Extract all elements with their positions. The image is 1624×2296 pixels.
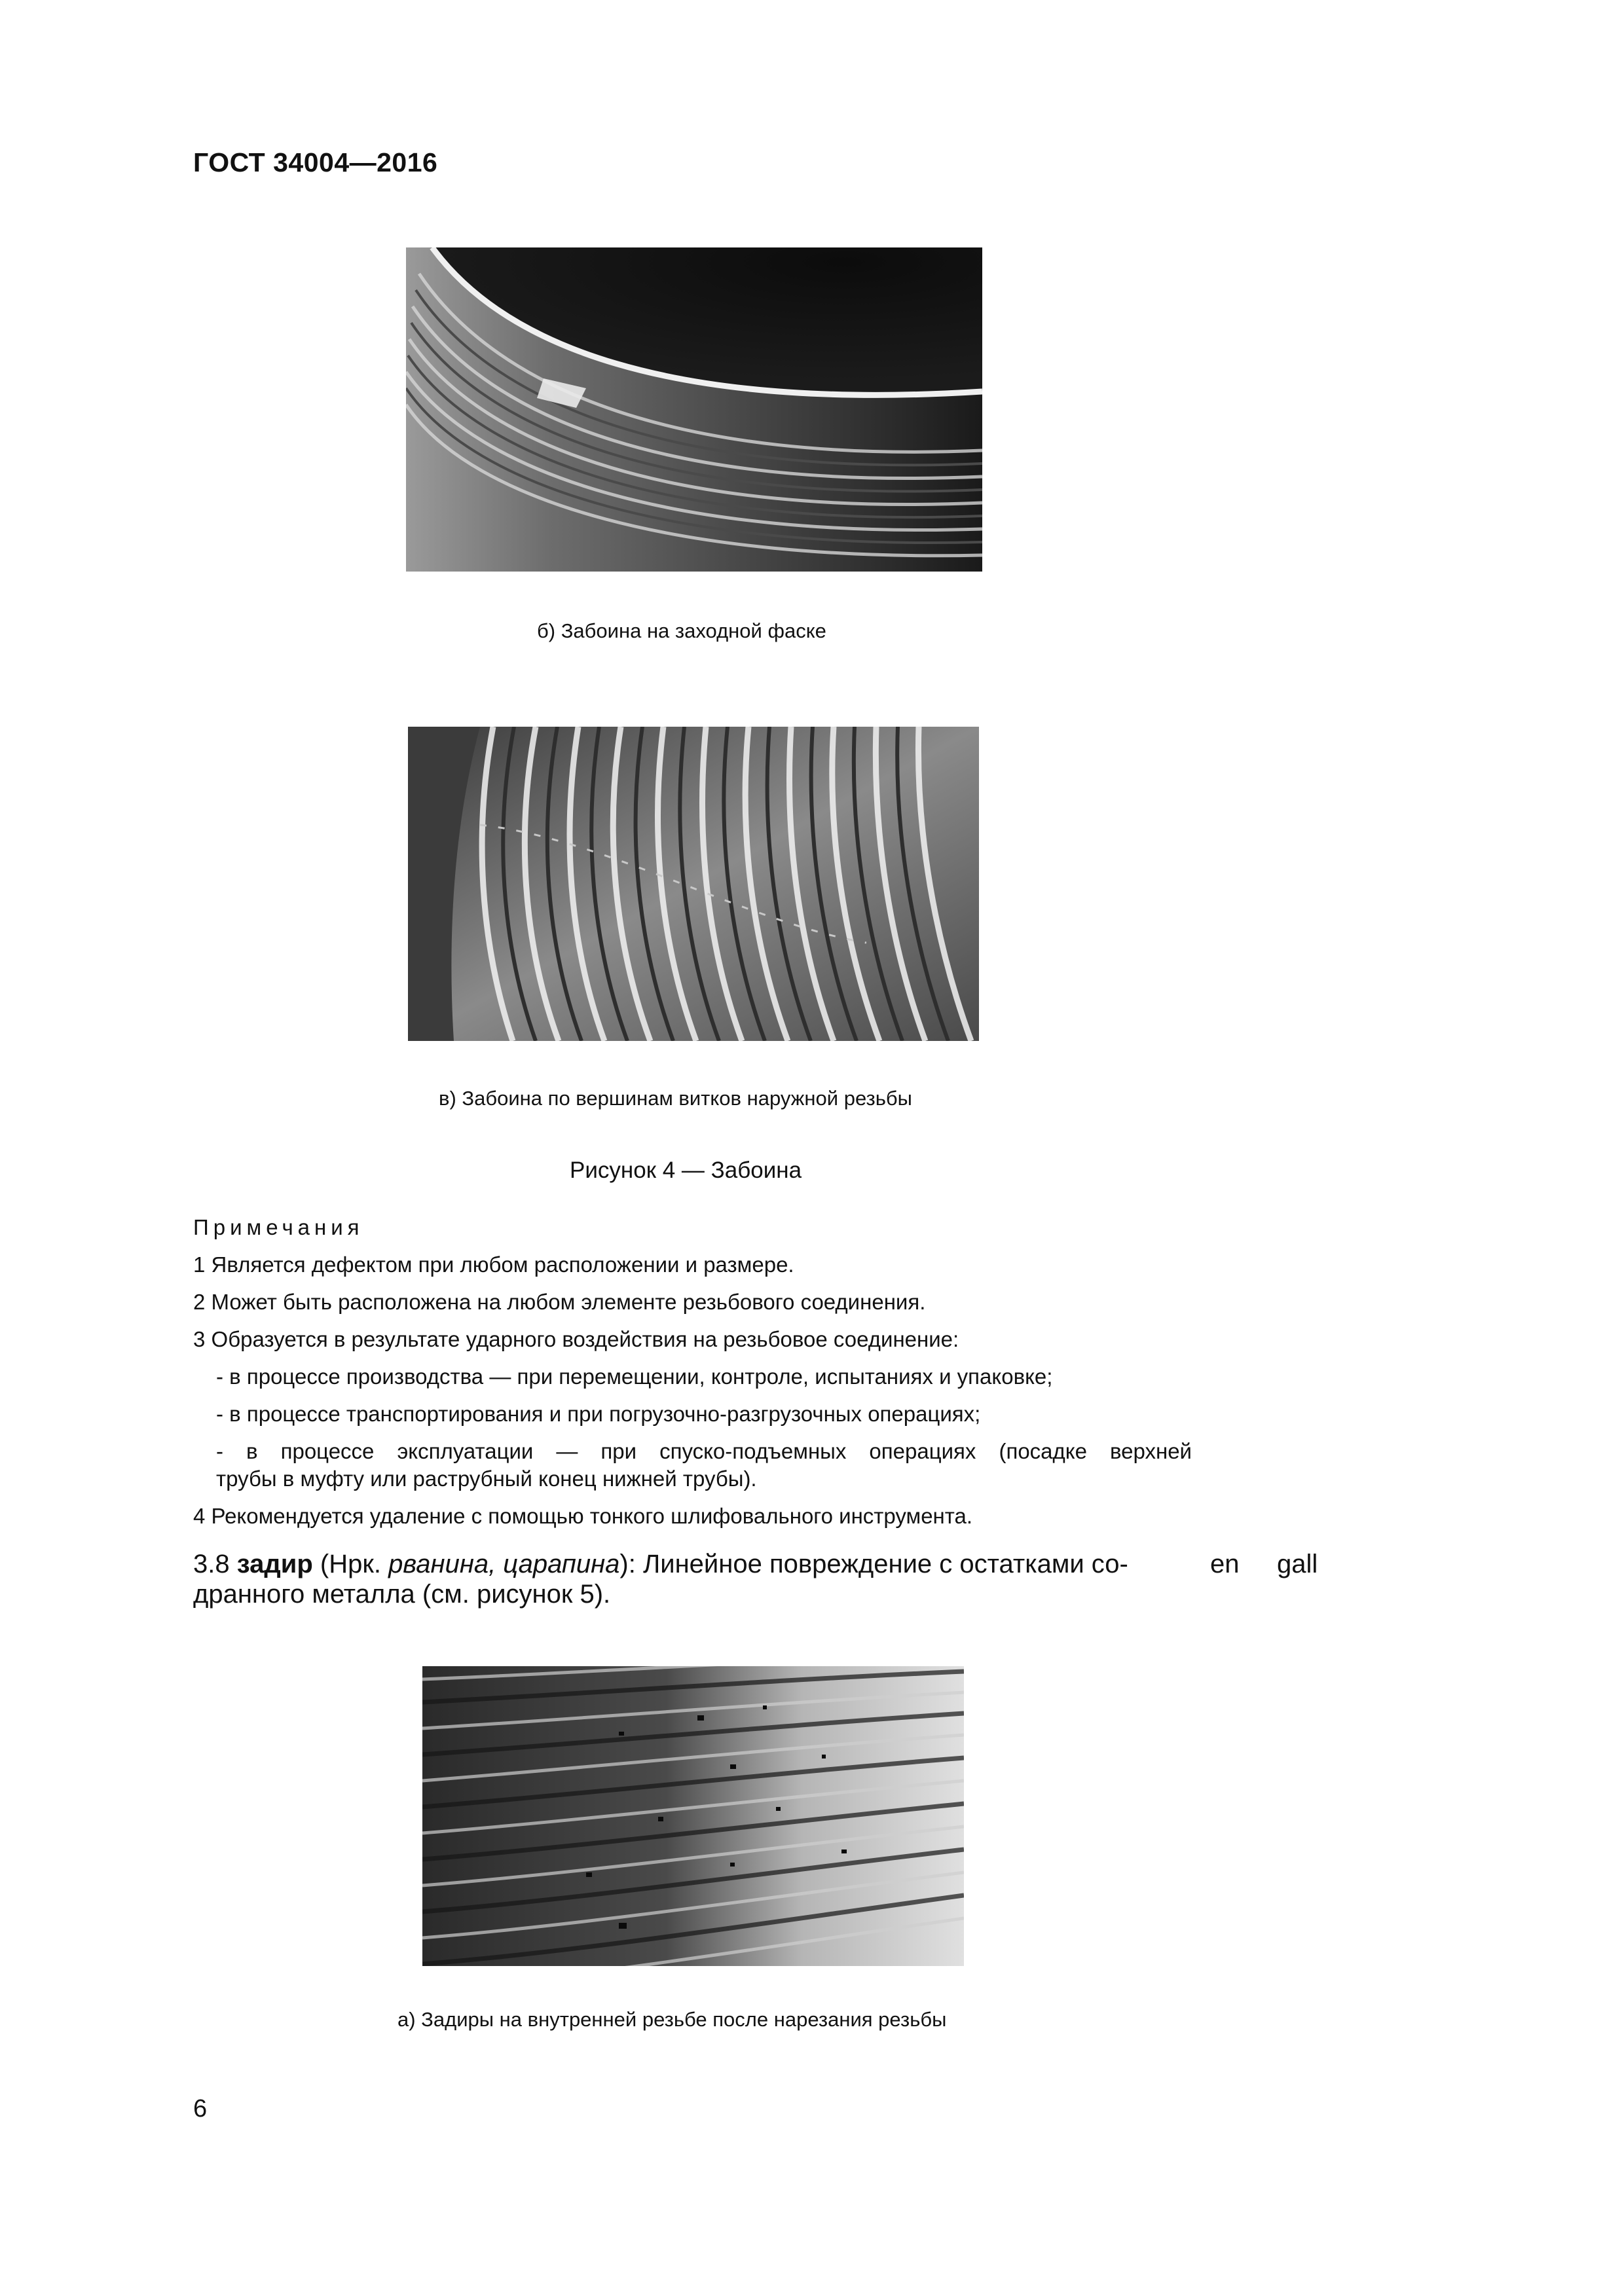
figure-caption-b: б) Забоина на заходной фаске <box>537 619 826 642</box>
photo-thread-crest-damage <box>408 727 979 1041</box>
term-english: gall <box>1277 1550 1318 1578</box>
page-number: 6 <box>193 2095 208 2123</box>
term-name: задир <box>236 1550 313 1578</box>
figure-caption-v: в) Забоина по вершинам витков наружной резьбы <box>439 1087 912 1110</box>
term-paren-open: (Нрк. <box>320 1550 389 1578</box>
term-paren-close: ): <box>619 1550 636 1578</box>
notes-title: Примечания <box>193 1215 364 1239</box>
note-item-1: 1 Является дефектом при любом расположении и размере. <box>193 1252 794 1277</box>
figure-caption-a: а) Задиры на внутренней резьбе после нарезания резьбы <box>397 2008 947 2031</box>
term-lang-code: en <box>1210 1550 1240 1578</box>
photo-chamfer-damage <box>406 247 982 572</box>
note-item-4: 4 Рекомендуется удаление с помощью тонкого шлифовального инструмента. <box>193 1504 973 1528</box>
note-subitem-3-cont: трубы в муфту или раструбный конец нижней трубы). <box>216 1467 757 1491</box>
note-subitem-3: - в процессе эксплуатации — при спуско-подъемных операциях (посадке верхней <box>216 1439 1192 1463</box>
figure-title: Рисунок 4 — Забоина <box>570 1157 802 1183</box>
note-subitem-2: - в процессе транспортирования и при погрузочно-разгрузочных операциях; <box>216 1402 981 1426</box>
term-definition-line1 <box>193 1550 1128 1579</box>
term-definition-text: Линейное повреждение с остатками со- <box>642 1550 1128 1578</box>
note-subitem-1: - в процессе производства — при перемещении, контроле, испытаниях и упаковке; <box>216 1364 1053 1389</box>
note-item-2: 2 Может быть расположена на любом элементе резьбового соединения. <box>193 1290 926 1314</box>
term-synonyms: рванина, царапина <box>388 1550 620 1578</box>
photo-galls-internal-thread <box>422 1666 964 1966</box>
note-item-3: 3 Образуется в результате ударного воздействия на резьбовое соединение: <box>193 1327 959 1351</box>
term-number: 3.8 <box>193 1550 230 1578</box>
term-definition-line2: дранного металла (см. рисунок 5). <box>193 1580 611 1609</box>
document-header: ГОСТ 34004—2016 <box>193 147 438 177</box>
